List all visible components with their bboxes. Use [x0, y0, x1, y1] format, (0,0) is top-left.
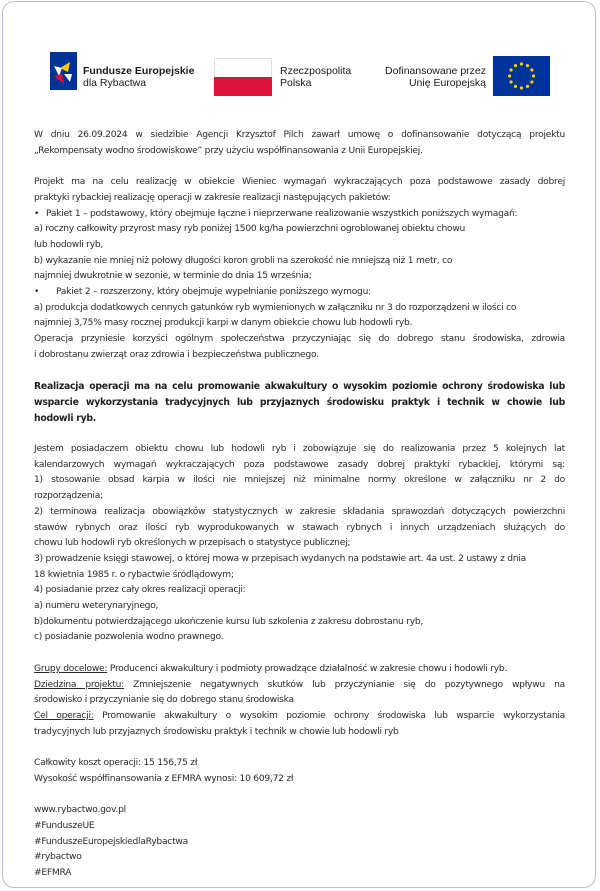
rp-logo-line1: Rzeczpospolita [280, 65, 352, 77]
fundusze-logo-text [83, 65, 194, 89]
package-2-a-line-1: a) produkcja dodatkowych cennych gatunków ryb wymienionych w załączniku nr 3 do rozporządzeni w ilości co [34, 302, 517, 313]
fundusze-europejskie-logo [50, 52, 77, 90]
hashtag-efmra: #EFMRA [34, 867, 72, 878]
eu-logo-line1: Dofinansowane przez [385, 65, 486, 77]
eu-flag-icon [493, 56, 550, 96]
rp-logo-line2: Polska [280, 77, 312, 89]
hashtag-rybactwo: #rybactwo [34, 852, 82, 863]
package-1-b-line-1: b) wykazanie nie mniej niż połowy długości koron grobli na szerokość nie mniejszą niż 1 metr, co [34, 255, 453, 266]
operation-goal-line-2: tradycyjnych lub przyjaznych środowisku praktyk i technik w chowie lub hodowli ryb [34, 726, 399, 737]
benefit-line-2: i dobrostanu zwierząt oraz zdrowia i bezpieczeństwa publicznego. [34, 349, 319, 360]
package-1-a-line-1: a) roczny całkowity przyrost masy ryb poniżej 1500 kg/ha powierzchni ogroblowanej obiektu chowu [34, 224, 466, 235]
requirement-4-a: a) numeru weterynaryjnego, [34, 601, 159, 612]
operation-goal-text: Promowanie akwakultury o wysokim poziomie ochrony środowiska lub wsparcie wykorzystania [93, 710, 565, 721]
project-field [34, 678, 565, 694]
hashtag-fundusze-rybactwa: #FunduszeEuropejskiedlaRybactwa [34, 836, 188, 847]
bullet-icon: • [34, 208, 40, 219]
package-2-title [34, 285, 565, 301]
total-cost: Całkowity koszt operacji: 15 156,75 zł [34, 758, 198, 769]
goal-statement-line-1: Realizacja operacji ma na celu promowanie akwakultury o wysokim poziomie ochrony środowiska lub [34, 381, 565, 393]
package-1-b-line-2: najmniej dwukrotnie w sezonie, w terminie do dnia 15 września; [34, 271, 312, 282]
package-1-a-line-2: lub hodowli ryb, [34, 239, 104, 250]
announcement-body [34, 128, 565, 882]
requirement-4: 4) posiadanie przez cały okres realizacji operacji: [34, 585, 246, 596]
eu-logo-line2: Unię Europejską [408, 77, 486, 89]
requirement-3-line-1: 3) prowadzenie księgi stawowej, o której mowa w przepisach wydanych na podstawie art. 4a ust. 2 ustawy z dnia [34, 553, 526, 564]
goal-line-1: Projekt ma na celu realizację w obiekcie Wieniec wymagań wykraczających poza podstawowe zasady dobrej [34, 177, 565, 188]
intro-line-1: W dniu 26.09.2024 w siedzibie Agencji Krzysztof Pilch zawarł umowę o dofinansowanie dotyczącą projektu [34, 130, 565, 140]
fundusze-logo-line2: dla Rybactwa [83, 77, 147, 89]
operation-goal-label: Cel operacji: [34, 710, 94, 721]
eu-logo-text [378, 65, 486, 89]
intro-line-2: „Rekompensaty wodno środowiskowe” przy użyciu współfinansowania z Unii Europejskiej. [34, 145, 423, 156]
package-1-title [34, 207, 565, 223]
benefit-line-1: Operacja przyniesie korzyści ogólnym społeczeństwa przyczyniając się do dobrego stanu środowiska, zdrowia [34, 334, 565, 345]
bullet-icon: • [34, 287, 40, 298]
website-link[interactable]: www.rybactwo.gov.pl [34, 805, 126, 816]
goal-line-2: praktyki rybackiej realizację operacji w zakresie realizacji następujących pakietów: [34, 192, 391, 203]
logo-bar [0, 48, 600, 100]
declaration-line-2: kalendarzowych wymagań wykraczających poza podstawowe zasady dobrej praktyki rybackiej, którymi są: [34, 459, 565, 470]
rp-logo-text [280, 65, 351, 89]
hashtag-fundusze-ue: #FunduszeUE [34, 820, 95, 831]
package-2-text: Pakiet 2 – rozszerzony, który obejmuje wypełnianie poniższego wymogu: [56, 287, 371, 298]
polish-flag-icon [214, 58, 272, 96]
requirement-1-line-2: rozporządzenia; [34, 491, 103, 502]
project-field-line-2: środowisko i przyczynianie się do dobrego stanu środowiska [34, 695, 294, 706]
requirement-3-line-2: 18 kwietnia 1985 r. o rybactwie śródlądowym; [34, 569, 234, 580]
package-1-text: Pakiet 1 – podstawowy, który obejmuje łączne i nieprzerwane realizowanie wszystkich poniższych wymagań: [46, 208, 518, 219]
requirement-4-c: c) posiadanie pozwolenia wodno prawnego. [34, 632, 224, 643]
goal-statement-line-3: hodowli ryb. [34, 412, 97, 424]
declaration-line-1: Jestem posiadaczem obiektu chowu lub hodowli ryb i zobowiązuje się do realizowania przez 5 kolejnych lat [34, 444, 565, 455]
goal-statement-line-2: wsparcie wykorzystania tradycyjnych lub przyjaznych środowisku praktyk i technik w chowie lub [34, 396, 565, 408]
operation-goal [34, 709, 565, 725]
efmra-cofinancing: Wysokość współfinansowania z EFMRA wynosi: 10 609,72 zł [34, 773, 294, 784]
target-groups-label: Grupy docelowe: [34, 663, 108, 674]
fundusze-logo-line1: Fundusze Europejskie [83, 65, 195, 77]
package-2-a-line-2: najmniej 3,75% masy rocznej produkcji karpi w danym obiekcie chowu lub hodowli ryb. [34, 318, 413, 329]
target-groups [34, 662, 565, 678]
target-groups-text: Producenci akwakultury i podmioty prowadzące działalność w zakresie chowu i hodowli ryb. [107, 663, 508, 674]
requirement-1-line-1: 1) stosowanie obsad karpia w ilości nie mniejszej niż minimalne normy określone w załączniku nr 2 do [34, 475, 565, 486]
requirement-2-line-2: stawów rybnych oraz ilości ryb wyprodukowanych w stawach rybnych i innych urządzeniach służących do [34, 522, 565, 533]
project-field-text: Zmniejszenie negatywnych skutków lub przyczynianie się do pozytywnego wpływu na [123, 679, 566, 690]
project-field-label: Dziedzina projektu: [34, 679, 124, 690]
requirement-4-b: b)dokumentu potwierdzającego ukończenie kursu lub szkolenia z zakresu dobrostanu ryb, [34, 616, 424, 627]
requirement-2-line-1: 2) terminowa realizacja obowiązków statystycznych w zakresie składania sprawozdań dotyczących powierzchni [34, 506, 565, 517]
requirement-2-line-3: chowu lub hodowli ryb określonych w przepisach o statystyce publicznej; [34, 538, 351, 549]
